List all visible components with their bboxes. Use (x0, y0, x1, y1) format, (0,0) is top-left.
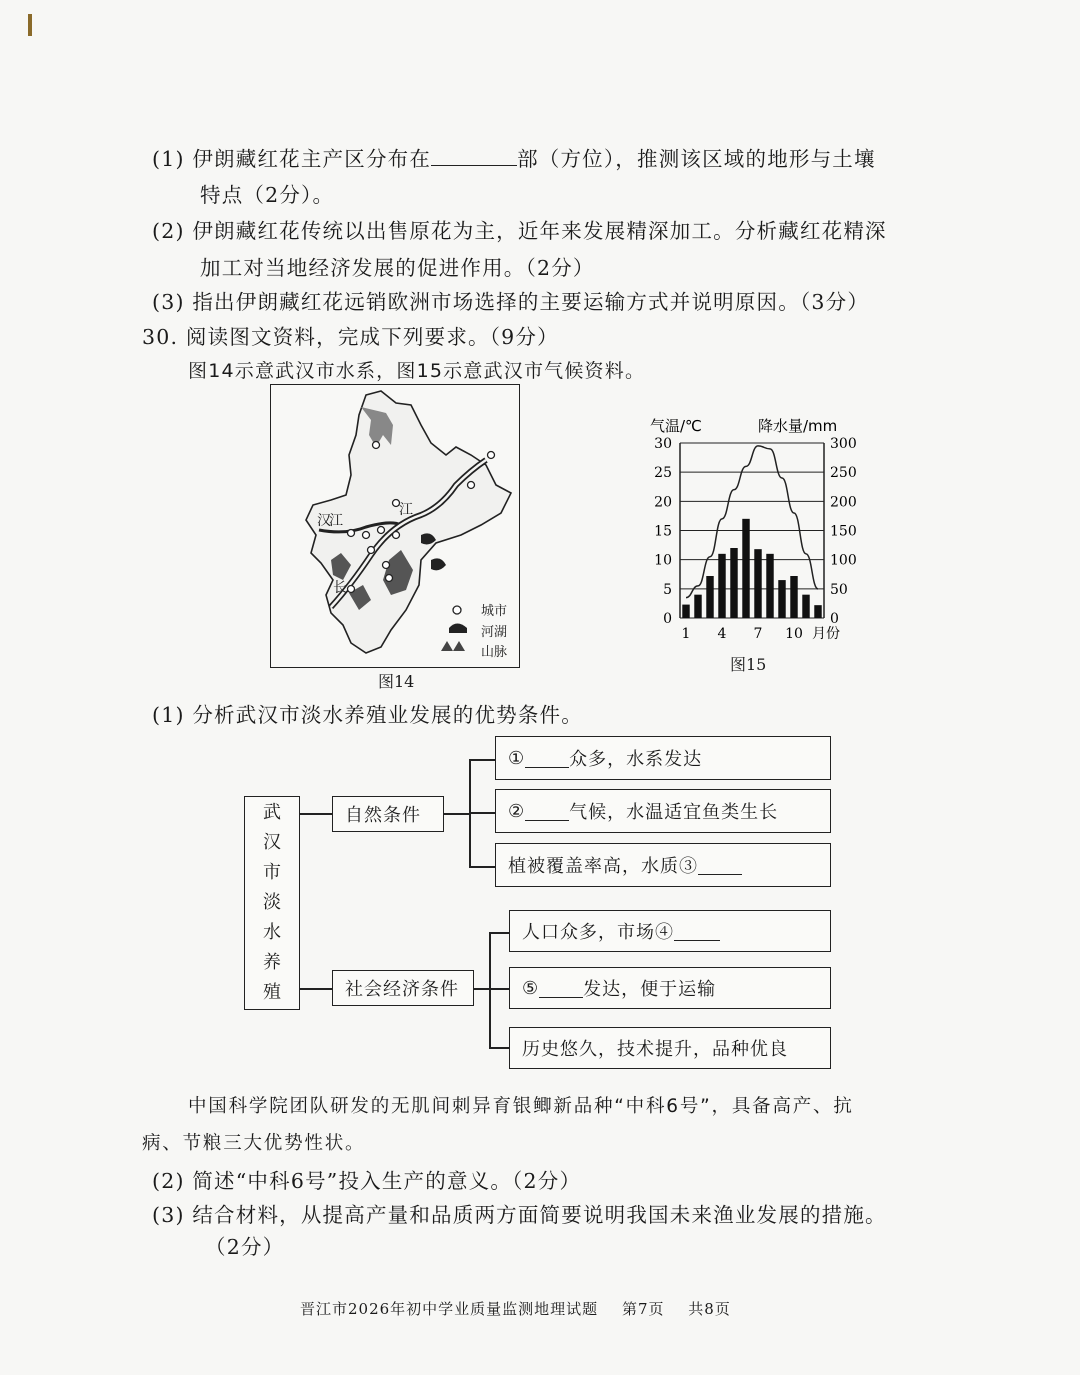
left-axis-label: 气温/℃ (650, 417, 702, 435)
left-tick-label: 0 (663, 611, 672, 627)
item-text: 众多，水系发达 (569, 749, 703, 770)
item-text: 人口众多，市场④ (522, 922, 674, 943)
precipitation-bar (814, 605, 821, 618)
left-tick-label: 20 (654, 494, 672, 511)
river-label-jiang-1: 江 (329, 513, 343, 529)
precipitation-bar (706, 576, 713, 618)
left-tick-label: 15 (654, 523, 672, 540)
left-tick-label: 10 (654, 552, 672, 569)
right-tick-label: 0 (830, 611, 839, 627)
connector (474, 988, 490, 990)
root-char: 淡 (263, 892, 281, 913)
answer-blank-4[interactable] (674, 922, 720, 941)
social-item-3 (509, 1027, 831, 1069)
social-label: 社会经济条件 (345, 979, 459, 1000)
answer-blank[interactable] (431, 147, 517, 166)
root-box (244, 796, 300, 1010)
q30-2: (2) 简述“中科6号”投入生产的意义。（2分） (152, 1169, 582, 1193)
q30-3-line1: (3) 结合材料，从提高产量和品质两方面简要说明我国未来渔业发展的措施。 (152, 1203, 887, 1227)
x-axis-label: 月份 (812, 626, 840, 642)
month-tick-label: 1 (681, 626, 691, 642)
connector (300, 988, 332, 990)
q30-intro: 图14示意武汉市水系，图15示意武汉市气候资料。 (188, 360, 646, 382)
item-number: ① (508, 747, 526, 769)
q29-2-line1: (2) 伊朗藏红花传统以出售原花为主，近年来发展精深加工。分析藏红花精深 (152, 219, 887, 243)
figure-14-map (270, 384, 520, 668)
answer-blank-2[interactable] (525, 802, 569, 821)
natural-conditions-box (332, 796, 444, 832)
precipitation-bar (682, 605, 689, 618)
root-char: 市 (263, 862, 281, 883)
answer-blank-1[interactable] (525, 749, 569, 768)
river-label-jiang-2: 江 (399, 502, 413, 518)
right-tick-label: 150 (830, 523, 857, 540)
connector (300, 813, 332, 815)
figure-15-caption: 图15 (730, 655, 767, 674)
precipitation-bar (754, 549, 761, 618)
right-tick-label: 50 (830, 581, 848, 598)
right-axis-label: 降水量/mm (758, 417, 838, 435)
connector (444, 813, 470, 815)
precipitation-bar (802, 595, 809, 618)
precipitation-bar (718, 554, 725, 618)
temperature-line (686, 446, 818, 598)
connector (489, 932, 509, 934)
precipitation-bar (730, 548, 737, 618)
precipitation-bar (742, 519, 749, 618)
connector (489, 988, 509, 990)
natural-item-3 (495, 843, 831, 887)
precipitation-bar (694, 595, 701, 618)
q29-1-line2: 特点（2分）。 (200, 183, 335, 207)
left-tick-label: 30 (654, 436, 672, 452)
natural-label: 自然条件 (345, 805, 421, 826)
right-tick-label: 250 (830, 465, 857, 482)
climate-chart-svg (636, 415, 866, 645)
natural-item-2 (495, 789, 831, 833)
right-tick-label: 100 (830, 552, 857, 569)
root-char: 养 (263, 952, 281, 973)
root-char: 殖 (263, 982, 281, 1003)
root-char: 汉 (263, 832, 281, 853)
root-char: 武 (263, 802, 281, 823)
material-line2: 病、节粮三大优势性状。 (142, 1133, 366, 1154)
social-item-2 (509, 967, 831, 1009)
root-char: 水 (263, 922, 281, 943)
footer (300, 1298, 731, 1319)
q30-1: (1) 分析武汉市淡水养殖业发展的优势条件。 (152, 703, 583, 727)
q30-title: 30. 阅读图文资料，完成下列要求。（9分） (142, 325, 559, 349)
item-text: 历史悠久，技术提升，品种优良 (522, 1039, 788, 1060)
item-text: 气候，水温适宜鱼类生长 (569, 802, 779, 823)
month-tick-label: 10 (785, 626, 803, 642)
natural-item-1 (495, 736, 831, 780)
connector (489, 1047, 509, 1049)
scan-edge-mark (28, 14, 32, 36)
social-conditions-box (332, 970, 474, 1006)
precipitation-bar (790, 576, 797, 618)
legend-city: 城市 (481, 604, 508, 619)
q29-3: (3) 指出伊朗藏红花远销欧洲市场选择的主要运输方式并说明原因。（3分） (152, 290, 870, 314)
material-line1: 中国科学院团队研发的无肌间刺异育银鲫新品种“中科6号”，具备高产、抗 (188, 1096, 854, 1117)
precipitation-bar (766, 554, 773, 618)
legend-mountain: 山脉 (481, 645, 508, 660)
footer-page-number: 第7页 (621, 1300, 665, 1318)
legend-lake: 河湖 (481, 625, 508, 640)
month-tick-label: 7 (753, 626, 763, 642)
precipitation-bar (778, 580, 785, 618)
legend-icons (441, 606, 467, 651)
connector (489, 932, 491, 1048)
figure-15-climate-chart (636, 415, 866, 645)
connector (469, 812, 495, 814)
month-tick-label: 4 (717, 626, 727, 642)
river-label-han: 汉 (317, 513, 331, 529)
answer-blank-5[interactable] (539, 979, 583, 998)
item-number: ⑤ (522, 977, 540, 999)
right-tick-label: 300 (830, 436, 857, 452)
connector (469, 759, 495, 761)
right-tick-label: 200 (830, 494, 857, 511)
figure-14-caption: 图14 (378, 672, 415, 691)
q30-3-line2: （2分） (205, 1235, 285, 1259)
item-text: 植被覆盖率高，水质③ (508, 856, 698, 877)
q29-1-text-b: 部（方位），推测该区域的地形与土壤 (517, 147, 876, 171)
item-number: ② (508, 800, 526, 822)
q29-1-line1 (152, 142, 876, 172)
left-tick-label: 5 (663, 581, 672, 598)
social-item-1 (509, 910, 831, 952)
q29-1-text-a: (1) 伊朗藏红花主产区分布在 (152, 147, 432, 171)
q29-2-line2: 加工对当地经济发展的促进作用。（2分） (200, 256, 595, 280)
footer-total-pages: 共8页 (688, 1300, 731, 1318)
left-tick-label: 25 (654, 465, 672, 482)
footer-exam-title: 晋江市2026年初中学业质量监测地理试题 (300, 1300, 599, 1318)
river-label-chang: 长 (333, 580, 347, 596)
connector (469, 866, 495, 868)
answer-blank-3[interactable] (698, 856, 742, 875)
item-text: 发达，便于运输 (583, 979, 717, 1000)
